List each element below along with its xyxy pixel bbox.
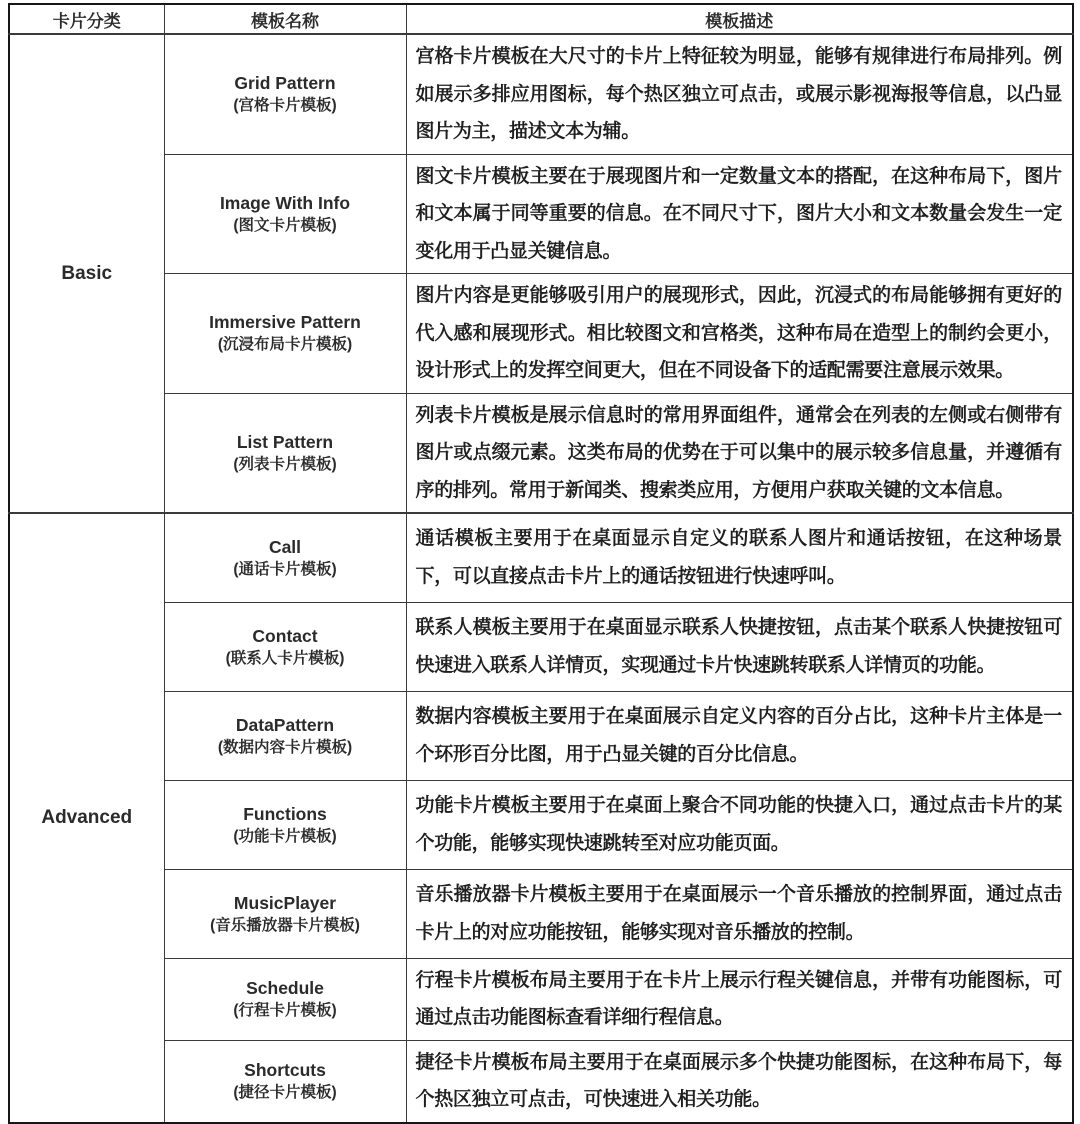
table-row-datapattern: [9, 691, 1073, 780]
template-name-zh: (宫格卡片模板): [233, 97, 337, 115]
template-name-zh: (列表卡片模板): [233, 455, 337, 473]
category-cell-advanced: Advanced: [9, 513, 164, 1123]
template-name-zh: (沉浸布局卡片模板): [217, 336, 353, 354]
template-desc-cell: 行程卡片模板布局主要用于在卡片上展示行程关键信息，并带有功能图标，可通过点击功能图标查看详细行程信息。: [406, 958, 1073, 1040]
template-desc-cell: 图片内容是更能够吸引用户的展现形式，因此，沉浸式的布局能够拥有更好的代入感和展现形式。相比较图文和宫格类，这种布局在造型上的制约会更小，设计形式上的发挥空间更大，但在不同设备下的适配需要注意展示效果。: [406, 274, 1073, 394]
template-name-cell: [164, 691, 406, 780]
template-name-cell: [164, 958, 406, 1040]
template-name-zh: (捷径卡片模板): [233, 1084, 337, 1101]
table-row-schedule: [9, 958, 1073, 1040]
template-name-en: MusicPlayer: [233, 892, 337, 913]
template-desc-cell: 列表卡片模板是展示信息时的常用界面组件，通常会在列表的左侧或右侧带有图片或点缀元素。这类布局的优势在于可以集中的展示较多信息量，并遵循有序的排列。常用于新闻类、搜索类应用，方便用户获取关键的文本信息。: [406, 393, 1073, 513]
card-template-table: [8, 3, 1074, 1124]
template-name-en: Functions: [243, 803, 327, 824]
template-name-en: Image With Info: [219, 192, 351, 213]
template-name-zh: (数据内容卡片模板): [217, 738, 353, 756]
template-desc-cell: 数据内容模板主要用于在桌面展示自定义内容的百分占比，这种卡片主体是一个环形百分比图，用于凸显关键的百分比信息。: [406, 691, 1073, 780]
template-name-cell: [164, 34, 406, 154]
template-name-en: Schedule: [246, 978, 324, 998]
template-name-zh: (联系人卡片模板): [225, 649, 345, 667]
table-row-call: [9, 513, 1073, 602]
table-row-contact: [9, 602, 1073, 691]
header-card-category: 卡片分类: [9, 4, 164, 34]
template-desc-cell: 图文卡片模板主要在于展现图片和一定数量文本的搭配，在这种布局下，图片和文本属于同等重要的信息。在不同尺寸下，图片大小和文本数量会发生一定变化用于凸显关键信息。: [406, 154, 1073, 274]
template-name-en: Grid Pattern: [234, 73, 336, 94]
template-name-cell: [164, 869, 406, 958]
template-name-cell: [164, 393, 406, 513]
template-name-cell: [164, 780, 406, 869]
template-desc-cell: 音乐播放器卡片模板主要用于在桌面展示一个音乐播放的控制界面，通过点击卡片上的对应功能按钮，能够实现对音乐播放的控制。: [406, 869, 1073, 958]
table-row-immersive-pattern: [9, 274, 1073, 394]
template-desc-cell: 功能卡片模板主要用于在桌面上聚合不同功能的快捷入口，通过点击卡片的某个功能，能够实现快速跳转至对应功能页面。: [406, 780, 1073, 869]
category-cell-basic: Basic: [9, 34, 164, 513]
template-name-cell: [164, 602, 406, 691]
template-name-cell: [164, 154, 406, 274]
template-name-en: Immersive Pattern: [209, 312, 361, 333]
template-desc-cell: 通话模板主要用于在桌面显示自定义的联系人图片和通话按钮，在这种场景下，可以直接点击卡片上的通话按钮进行快速呼叫。: [406, 513, 1073, 602]
table-row-shortcuts: [9, 1040, 1073, 1123]
template-name-cell: [164, 513, 406, 602]
template-name-zh: (通话卡片模板): [233, 560, 337, 578]
template-name-cell: [164, 1040, 406, 1123]
template-name-zh: (行程卡片模板): [233, 1002, 337, 1019]
template-name-en: Shortcuts: [244, 1060, 326, 1080]
template-name-en: DataPattern: [235, 714, 335, 735]
template-desc-cell: 宫格卡片模板在大尺寸的卡片上特征较为明显，能够有规律进行布局排列。例如展示多排应用图标，每个热区独立可点击，或展示影视海报等信息，以凸显图片为主，描述文本为辅。: [406, 34, 1073, 154]
template-desc-cell: 捷径卡片模板布局主要用于在桌面展示多个快捷功能图标，在这种布局下，每个热区独立可点击，可快速进入相关功能。: [406, 1040, 1073, 1123]
table-row-musicplayer: [9, 869, 1073, 958]
header-row: [9, 4, 1073, 34]
table-row-grid-pattern: [9, 34, 1073, 154]
template-desc-cell: 联系人模板主要用于在桌面显示联系人快捷按钮，点击某个联系人快捷按钮可快速进入联系人详情页，实现通过卡片快速跳转联系人详情页的功能。: [406, 602, 1073, 691]
header-template-name: 模板名称: [164, 4, 406, 34]
template-name-zh: (音乐播放器卡片模板): [210, 916, 360, 934]
header-template-desc: 模板描述: [406, 4, 1073, 34]
table-row-image-with-info: [9, 154, 1073, 274]
template-name-en: List Pattern: [236, 431, 334, 452]
template-name-zh: (图文卡片模板): [233, 216, 337, 234]
template-name-en: Contact: [252, 625, 318, 646]
template-name-zh: (功能卡片模板): [233, 827, 337, 845]
template-name-cell: [164, 274, 406, 394]
table-row-list-pattern: [9, 393, 1073, 513]
table-row-functions: [9, 780, 1073, 869]
template-name-en: Call: [268, 536, 302, 557]
